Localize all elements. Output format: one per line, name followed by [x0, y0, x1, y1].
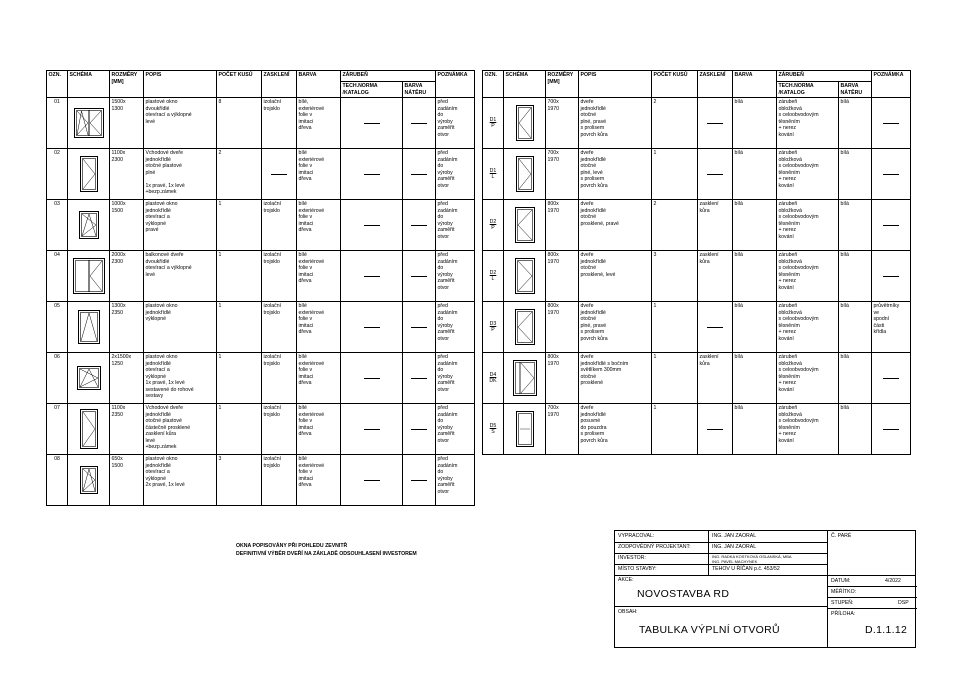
barva-cell: bílé exteriérové folie v imitaci dřeva [297, 455, 341, 506]
ozn-cell: 06 [47, 353, 68, 404]
ozn-sub: L [491, 174, 495, 180]
empty-field [403, 200, 436, 251]
rozmery-cell: 1300x 2350 [110, 302, 144, 353]
empty-field [341, 353, 403, 404]
barva-cell: bílá [733, 251, 777, 302]
empty-field [872, 200, 911, 251]
poznamka-cell: před zadáním do výroby zaměřit otvor [436, 200, 475, 251]
ozn-cell [483, 98, 504, 149]
rozmery-cell: 2x1500x 1250 [110, 353, 144, 404]
barva-cell: bílé exteriérové folie v imitaci dřeva [297, 200, 341, 251]
datum-label: DATUM: [831, 578, 851, 584]
barva-nateru-cell: bílá [839, 251, 872, 302]
header-zaskleni: ZASKLENÍ [262, 71, 297, 98]
popis-cell: balkonové dveře dvoukřídlé otevírací a výklopné levé [144, 251, 217, 302]
poznamka-cell: průvětrníky ve spodní části křídla [872, 302, 911, 353]
pocet-cell: 3 [652, 251, 698, 302]
empty-field [403, 302, 436, 353]
rozmery-cell: 650x 1500 [110, 455, 144, 506]
tech-norma-cell: zárubeň obložková s celoobvodovým těsněním + nerez kování [777, 98, 839, 149]
poznamka-cell: před zadáním do výroby zaměřit otvor [436, 149, 475, 200]
stupen-label: STUPEŇ: [831, 600, 854, 606]
table-row [47, 353, 475, 404]
table-row [483, 302, 911, 353]
priloha-value: D.1.1.12 [865, 624, 908, 636]
ozn-code: D1 [489, 116, 497, 123]
rozmery-cell: 1500x 1300 [110, 98, 144, 149]
pocet-cell: 1 [652, 149, 698, 200]
schema-drawing [504, 200, 546, 251]
rozmery-cell: 800x 1970 [546, 353, 579, 404]
rozmery-cell: 700x 1970 [546, 404, 579, 455]
schema-drawing [68, 149, 110, 200]
rozmery-cell: 1100x 2300 [110, 149, 144, 200]
tech-norma-cell: zárubeň obložková s celoobvodovým těsněním + nerez kování [777, 149, 839, 200]
zaskleni-cell: zasklení kůra [698, 353, 733, 404]
empty-field [341, 98, 403, 149]
ozn-cell: 01 [47, 98, 68, 149]
barva-cell: bílá [733, 302, 777, 353]
ozn-code: D2 [489, 218, 497, 225]
barva-nateru-cell: bílá [839, 200, 872, 251]
ozn-cell [483, 353, 504, 404]
table-row [483, 149, 911, 200]
tech-norma-cell: zárubeň obložková s celoobvodovým těsněním + nerez kování [777, 302, 839, 353]
ozn-cell: 05 [47, 302, 68, 353]
ozn-cell [483, 404, 504, 455]
zaskleni-cell: zasklení kůra [698, 251, 733, 302]
barva-cell: bílá [733, 98, 777, 149]
empty-field [872, 353, 911, 404]
barva-cell: bílá [733, 404, 777, 455]
empty-field [262, 149, 297, 200]
rozmery-cell: 800x 1970 [546, 200, 579, 251]
table-row [47, 149, 475, 200]
poznamka-cell: před zadáním do výroby zaměřit otvor [436, 404, 475, 455]
poznamka-cell: před zadáním do výroby zaměřit otvor [436, 302, 475, 353]
popis-cell: dveře jednokřídlé s bočním světlíkem 300mm otočné prosklené [579, 353, 652, 404]
popis-cell: dveře jednokřídlé otočné plné, pravé s prolisem povrch kůra [579, 302, 652, 353]
schema-drawing [68, 98, 110, 149]
akce-label: AKCE: [618, 577, 634, 583]
header-barva: BARVA [297, 71, 341, 98]
pocet-cell: 8 [217, 98, 262, 149]
cpare-label: Č. PARÉ [831, 533, 852, 539]
table-row [483, 200, 911, 251]
header-tech: TECH.NORMA /KATALOG [341, 82, 403, 98]
barva-cell: bílé exteriérové folie v imitaci dřeva [297, 302, 341, 353]
ozn-code: D5 [489, 422, 497, 429]
barva-cell: bílá [733, 353, 777, 404]
pocet-cell: 3 [217, 455, 262, 506]
schema-drawing [504, 353, 546, 404]
header-rozmery: ROZMĚRY [MM] [546, 71, 579, 98]
popis-cell: dveře jednokřídlé posuvné do pouzdra s prolisem povrch kůra [579, 404, 652, 455]
barva-cell: bílé exteriérové folie v imitaci dřeva [297, 353, 341, 404]
schema-drawing [68, 404, 110, 455]
empty-field [872, 251, 911, 302]
empty-field [872, 98, 911, 149]
pocet-cell: 1 [217, 251, 262, 302]
meritko-label: MĚŘÍTKO: [831, 589, 857, 595]
empty-field [698, 98, 733, 149]
barva-nateru-cell: bílá [839, 149, 872, 200]
header-pocet: POČET KUSŮ [652, 71, 698, 98]
header-schema: SCHÉMA [504, 71, 546, 98]
zodpovedny-label: ZODPOVĚDNÝ PROJEKTANT: [618, 544, 691, 550]
empty-field [341, 149, 403, 200]
pocet-cell: 1 [217, 302, 262, 353]
priloha-label: PŘÍLOHA: [831, 611, 856, 617]
popis-cell: dveře jednokřídlé otočné plné, levé s prolisem povrch kůra [579, 149, 652, 200]
note-line: OKNA POPISOVÁNY PŘI POHLEDU ZEVNITŘ [236, 543, 348, 549]
ozn-code: D3 [489, 320, 497, 327]
pocet-cell: 1 [217, 353, 262, 404]
header-poznamka: POZNÁMKA [872, 71, 911, 98]
akce-value: NOVOSTAVBA RD [637, 588, 730, 600]
ozn-sub: DK [489, 378, 497, 384]
rozmery-cell: 1100x 2350 [110, 404, 144, 455]
schema-drawing [68, 353, 110, 404]
table-row [483, 353, 911, 404]
zaskleni-cell: zasklení kůra [698, 200, 733, 251]
ozn-cell [483, 149, 504, 200]
header-tech: TECH.NORMA /KATALOG [777, 82, 839, 98]
barva-nateru-cell: bílá [839, 98, 872, 149]
empty-field [698, 302, 733, 353]
barva-cell: bílé exteriérové folie v imitaci dřeva [297, 404, 341, 455]
barva-cell: bílé, exteriérové folie v imitaci dřeva [297, 98, 341, 149]
schema-drawing [68, 455, 110, 506]
header-popis: POPIS [579, 71, 652, 98]
obsah-value: TABULKA VÝPLNÍ OTVORŮ [639, 624, 780, 636]
header-ozn: OZN. [47, 71, 68, 98]
ozn-cell [483, 251, 504, 302]
ozn-cell [483, 200, 504, 251]
poznamka-cell: před zadáním do výroby zaměřit otvor [436, 98, 475, 149]
poznamka-cell: před zadáním do výroby zaměřit otvor [436, 251, 475, 302]
schema-drawing [68, 200, 110, 251]
door-schedule-table [482, 70, 911, 455]
window-schedule-table [46, 70, 475, 506]
misto-label: MÍSTO STAVBY: [618, 566, 657, 572]
rozmery-cell: 700x 1970 [546, 98, 579, 149]
rozmery-cell: 2000x 2300 [110, 251, 144, 302]
popis-cell: plastové okno jednokřídlé otevírací a výklopné pravé [144, 200, 217, 251]
poznamka-cell: před zadáním do výroby zaměřit otvor [436, 353, 475, 404]
barva-nateru-cell: bílá [839, 353, 872, 404]
ozn-sub: P [491, 225, 495, 231]
obsah-label: OBSAH: [618, 609, 638, 615]
header-ozn: OZN. [483, 71, 504, 98]
schema-drawing [504, 302, 546, 353]
ozn-code: D1 [489, 167, 497, 174]
ozn-cell: 02 [47, 149, 68, 200]
rozmery-cell: 700x 1970 [546, 149, 579, 200]
poznamka-cell: před zadáním do výroby zaměřit otvor [436, 455, 475, 506]
ozn-sub: L [491, 276, 495, 282]
pocet-cell: 1 [217, 404, 262, 455]
empty-field [872, 404, 911, 455]
pocet-cell: 1 [652, 353, 698, 404]
table-row [47, 251, 475, 302]
ozn-cell: 08 [47, 455, 68, 506]
header-zarubed: ZÁRUBEŇ [777, 71, 872, 82]
empty-field [872, 149, 911, 200]
header-zarubed: ZÁRUBEŇ [341, 71, 436, 82]
popis-cell: dveře jednokřídlé otočné plné, pravé s prolisem povrch kůra [579, 98, 652, 149]
empty-field [403, 251, 436, 302]
empty-field [403, 455, 436, 506]
header-zaskleni: ZASKLENÍ [698, 71, 733, 98]
rozmery-cell: 1000x 1500 [110, 200, 144, 251]
barva-nateru-cell: bílá [839, 404, 872, 455]
empty-field [341, 404, 403, 455]
empty-field [341, 302, 403, 353]
datum-value: 4/2022 [885, 578, 901, 584]
barva-nateru-cell: bílá [839, 302, 872, 353]
barva-cell: bílé exteriérové folie v imitaci dřeva [297, 149, 341, 200]
empty-field [698, 149, 733, 200]
tech-norma-cell: zárubeň obložková s celoobvodovým těsněním + nerez kování [777, 353, 839, 404]
tech-norma-cell: zárubeň obložková s celoobvodovým těsněním + nerez kování [777, 200, 839, 251]
title-block [614, 530, 916, 648]
note-line: DEFINITIVNÍ VÝBĚR DVEŘÍ NA ZÁKLADĚ ODSOUHLASENÍ INVESTOREM [236, 551, 417, 558]
header-rozmery: ROZMĚRY [MM] [110, 71, 144, 98]
empty-field [341, 251, 403, 302]
empty-field [403, 149, 436, 200]
investor-value-2: ING. PAVEL MACHYNEK [712, 559, 758, 564]
zaskleni-cell: izolační trojsklo [262, 200, 297, 251]
rozmery-cell: 800x 1970 [546, 302, 579, 353]
zaskleni-cell: izolační trojsklo [262, 404, 297, 455]
barva-cell: bílá [733, 200, 777, 251]
ozn-sub: P [491, 327, 495, 333]
header-barva-nateru: BARVA NÁTĚRU [403, 82, 436, 98]
ozn-sub: P [491, 123, 495, 129]
pocet-cell: 1 [217, 200, 262, 251]
schema-drawing [68, 302, 110, 353]
table-row [47, 200, 475, 251]
schema-drawing [68, 251, 110, 302]
empty-field [403, 404, 436, 455]
ozn-cell [483, 302, 504, 353]
header-barva-nateru: BARVA NÁTĚRU [839, 82, 872, 98]
tech-norma-cell: zárubeň obložková s celoobvodovým těsněním + nerez kování [777, 251, 839, 302]
zaskleni-cell: izolační trojsklo [262, 455, 297, 506]
popis-cell: plastové okno jednokřídlé výklopné [144, 302, 217, 353]
schema-drawing [504, 149, 546, 200]
table-row [47, 404, 475, 455]
schema-drawing [504, 404, 546, 455]
popis-cell: plastové okno jednokřídlé otevírací a výklopné 2x pravé, 1x levé [144, 455, 217, 506]
investor-value-1: ING. RADKA KOSTKOVÁ OSLANSKÁ, MBA [712, 554, 792, 559]
pocet-cell: 1 [652, 302, 698, 353]
table-row [47, 455, 475, 506]
zaskleni-cell: izolační trojsklo [262, 353, 297, 404]
vypracoval-label: VYPRACOVAL: [618, 533, 655, 539]
header-barva: BARVA [733, 71, 777, 98]
pocet-cell: 2 [652, 98, 698, 149]
pocet-cell: 2 [652, 200, 698, 251]
popis-cell: dveře jednokřídlé otočné prosklené, levé [579, 251, 652, 302]
ozn-code: D2 [489, 269, 497, 276]
zaskleni-cell: izolační trojsklo [262, 98, 297, 149]
table-row [47, 98, 475, 149]
pocet-cell: 2 [217, 149, 262, 200]
popis-cell: plastové okno jednokřídlé otevírací a výklopné 1x pravé, 1x levé sestavené do rohové sestavy [144, 353, 217, 404]
table-row [483, 404, 911, 455]
empty-field [341, 200, 403, 251]
header-popis: POPIS [144, 71, 217, 98]
zaskleni-cell: izolační trojsklo [262, 302, 297, 353]
schema-drawing [504, 98, 546, 149]
empty-field [698, 404, 733, 455]
header-pocet: POČET KUSŮ [217, 71, 262, 98]
table-row [483, 98, 911, 149]
investor-label: INVESTOR: [618, 555, 646, 561]
ozn-cell: 04 [47, 251, 68, 302]
pocet-cell: 1 [652, 404, 698, 455]
header-schema: SCHÉMA [68, 71, 110, 98]
misto-value: TEHOV U ŘÍČAN p.č. 453/52 [712, 566, 780, 572]
tech-norma-cell: zárubeň obložková s celoobvodovým těsněním + nerez kování [777, 404, 839, 455]
ozn-cell: 03 [47, 200, 68, 251]
popis-cell: Vchodové dveře jednokřídlé otočné plastové plné 1x pravé, 1x levé +bezp.zámek [144, 149, 217, 200]
popis-cell: plastové okno dvoukřídlé otevírací a výklopné levé [144, 98, 217, 149]
header-poznamka: POZNÁMKA [436, 71, 475, 98]
table-row [47, 302, 475, 353]
empty-field [403, 98, 436, 149]
ozn-cell: 07 [47, 404, 68, 455]
popis-cell: Vchodové dveře jednokřídlé otočné plastové částečně prosklené zasklení kůra levé +bezp.zámek [144, 404, 217, 455]
table-row [483, 251, 911, 302]
ozn-code: D4 [489, 371, 497, 378]
stupen-value: DSP [898, 600, 909, 606]
popis-cell: dveře jednokřídlé otočné prosklené, pravé [579, 200, 652, 251]
empty-field [341, 455, 403, 506]
zodpovedny-value: ING. JAN ZAORAL [712, 544, 757, 550]
empty-field [403, 353, 436, 404]
barva-cell: bílá [733, 149, 777, 200]
ozn-sub: S [491, 429, 495, 435]
barva-cell: bílé exteriérové folie v imitaci dřeva [297, 251, 341, 302]
schema-drawing [504, 251, 546, 302]
general-notes [236, 542, 417, 559]
zaskleni-cell: izolační trojsklo [262, 251, 297, 302]
vypracoval-value: ING. JAN ZAORAL [712, 533, 757, 539]
rozmery-cell: 800x 1970 [546, 251, 579, 302]
